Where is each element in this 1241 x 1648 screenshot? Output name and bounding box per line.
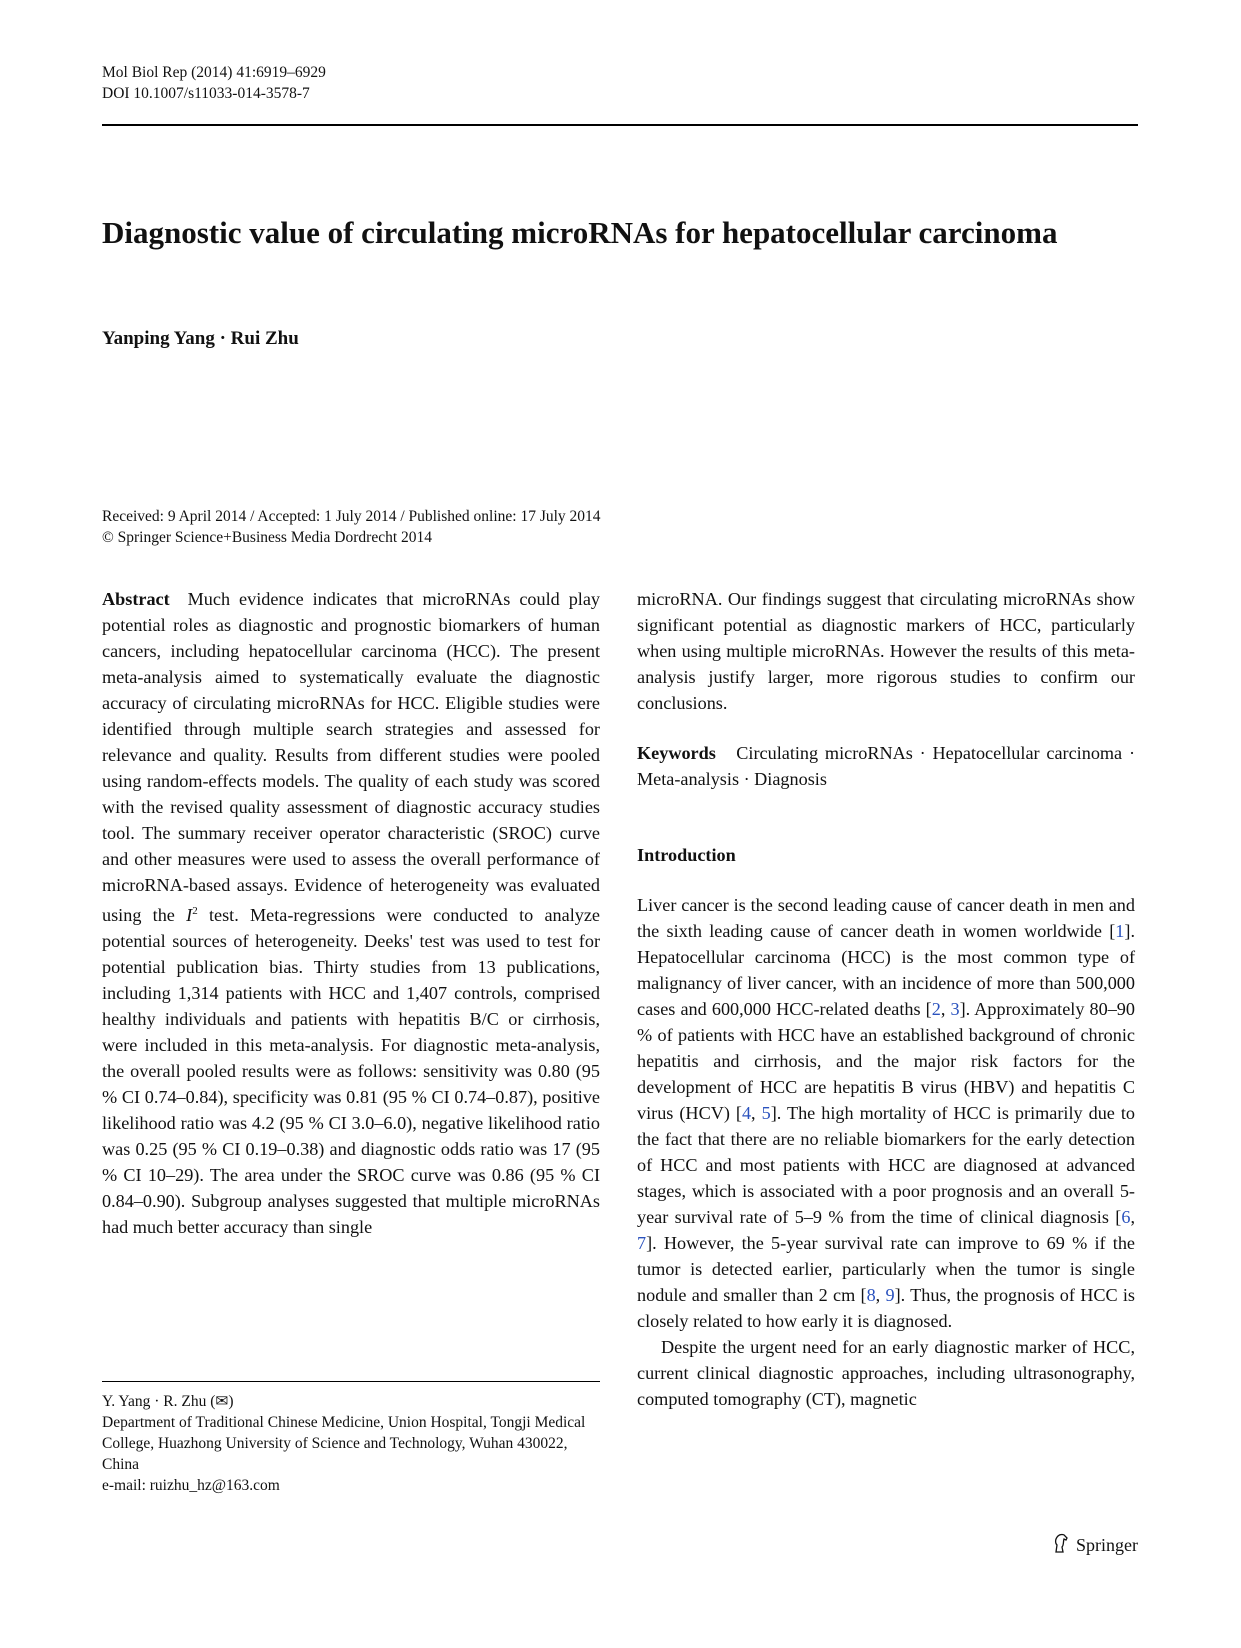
intro-p1-text: ,: [751, 1103, 762, 1123]
i-squared-sup: 2: [192, 905, 198, 917]
left-column: [102, 586, 600, 1240]
springer-horse-icon: [1052, 1533, 1070, 1558]
affiliation-names: Y. Yang · R. Zhu (✉): [102, 1393, 234, 1410]
abstract-text-a: Much evidence indicates that microRNAs could play potential roles as diagnostic and prognostic biomarkers of human cancers, including hepatocellular carcinoma (HCC). The present meta-analysis aimed to systematically evaluate the diagnostic accuracy of circulating microRNAs for HCC. Eligible studies were identified through multiple search strategies and assessed for relevance and quality. Results from different studies were pooled using random-effects models. The quality of each study was scored with the revised quality assessment of diagnostic accuracy studies tool. The summary receiver operator characteristic (SROC) curve and other measures were used to assess the overall performance of microRNA-based assays. Evidence of heterogeneity was evaluated using the: [102, 589, 601, 926]
copyright-line: © Springer Science+Business Media Dordrecht 2014: [102, 529, 433, 546]
footnote-rule: [102, 1381, 600, 1382]
intro-p1-text: ]. The high mortality of HCC is primarily due to the fact that there are no reliable biomarkers for the early detection of HCC and most patients with HCC are diagnosed at advanced stages, which is associated with a poor prognosis and an overall 5-year survival rate of 5–9 % from the time of clinical diagnosis [: [637, 1103, 1135, 1227]
intro-p1-text: Liver cancer is the second leading cause of cancer death in men and the sixth leading cause of cancer death in women worldwide [: [637, 895, 1135, 941]
abstract-continuation: microRNA. Our findings suggest that circulating microRNAs show significant potential as diagnostic markers of HCC, particularly when using multiple microRNAs. However the results of this meta-analysis justify larger, more rigorous studies to confirm our conclusions.: [637, 589, 1135, 713]
affiliation-email[interactable]: e-mail: ruizhu_hz@163.com: [102, 1477, 280, 1494]
doi[interactable]: DOI 10.1007/s11033-014-3578-7: [102, 85, 310, 102]
author-list: Yanping Yang · Rui Zhu: [102, 328, 299, 349]
publisher-name: Springer: [1076, 1535, 1138, 1555]
citation-link[interactable]: 8: [866, 1285, 876, 1305]
abstract-text-b: test. Meta-regressions were conducted to analyze potential sources of heterogeneity. Deeks' test was used to test for potential publication bias. Thirty studies from 13 publications, including 1,314 patients with HCC and 1,407 controls, comprised healthy individuals and patients with hepatitis B/C or cirrhosis, were included in this meta-analysis. For diagnostic meta-analysis, the overall pooled results were as follows: sensitivity was 0.80 (95 % CI 0.74–0.84), specificity was 0.81 (95 % CI 0.74–0.87), positive likelihood ratio was 4.2 (95 % CI 3.0–6.0), negative likelihood ratio was 0.25 (95 % CI 0.19–0.38) and diagnostic odds ratio was 17 (95 % CI 10–29). The area under the SROC curve was 0.86 (95 % CI 0.84–0.90). Subgroup analyses suggested that multiple microRNAs had much better accuracy than single: [102, 905, 600, 1238]
dates-line: Received: 9 April 2014 / Accepted: 1 July 2014 / Published online: 17 July 2014: [102, 508, 601, 525]
intro-paragraph-2: Despite the urgent need for an early diagnostic marker of HCC, current clinical diagnostic approaches, including ultrasonography, computed tomography (CT), magnetic: [637, 1337, 1135, 1409]
publisher-footer: [1052, 1533, 1138, 1558]
keywords-paragraph: [637, 740, 1135, 792]
intro-p1-text: ,: [940, 999, 951, 1019]
keywords-label: Keywords: [637, 743, 716, 763]
affiliation-dept: Department of Traditional Chinese Medicine, Union Hospital, Tongji Medical College, Huazhong University of Science and Technology, Wuhan 430022, China: [102, 1414, 586, 1473]
citation-link[interactable]: 1: [1115, 921, 1125, 941]
abstract-paragraph: [102, 586, 600, 1240]
affiliation-footnote: [102, 1391, 602, 1496]
intro-p1-text: ,: [875, 1285, 886, 1305]
section-heading-introduction: Introduction: [637, 845, 736, 865]
citation-link[interactable]: 3: [950, 999, 960, 1019]
keywords-text: Circulating microRNAs · Hepatocellular carcinoma · Meta-analysis · Diagnosis: [637, 743, 1136, 789]
citation-link[interactable]: 2: [931, 999, 941, 1019]
publication-dates: [102, 506, 601, 548]
journal-citation: Mol Biol Rep (2014) 41:6919–6929: [102, 64, 326, 81]
abstract-label: Abstract: [102, 589, 170, 609]
paper-title: Diagnostic value of circulating microRNAs for hepatocellular carcinoma: [102, 215, 1058, 250]
journal-header: [102, 62, 326, 104]
intro-p1-text: ,: [1130, 1207, 1135, 1227]
i-squared-letter: I: [186, 905, 193, 926]
right-column: [637, 586, 1135, 1412]
intro-paragraph-1: [637, 892, 1135, 1334]
intro-p1-text: ]. Approximately 80–90 % of patients with HCC have an established background of chronic hepatitis and cirrhosis, and the major risk factors for the development of HCC are hepatitis B virus (HBV) and hepatitis C virus (HCV) [: [637, 999, 1135, 1123]
intro-p1-text: ]. Hepatocellular carcinoma (HCC) is the most common type of malignancy of liver cancer, with an incidence of more than 500,000 cases and 600,000 HCC-related deaths [: [637, 921, 1135, 1019]
citation-link[interactable]: 6: [1121, 1207, 1131, 1227]
intro-p1-text: ]. Thus, the prognosis of HCC is closely related to how early it is diagnosed.: [637, 1285, 1135, 1331]
citation-link[interactable]: 4: [741, 1103, 752, 1123]
header-rule: [102, 124, 1138, 126]
citation-link[interactable]: 7: [637, 1233, 647, 1253]
intro-p1-text: ]. However, the 5-year survival rate can improve to 69 % if the tumor is detected earlier, particularly when the tumor is single nodule and smaller than 2 cm [: [637, 1233, 1135, 1305]
citation-link[interactable]: 9: [885, 1285, 895, 1305]
citation-link[interactable]: 5: [761, 1103, 771, 1123]
